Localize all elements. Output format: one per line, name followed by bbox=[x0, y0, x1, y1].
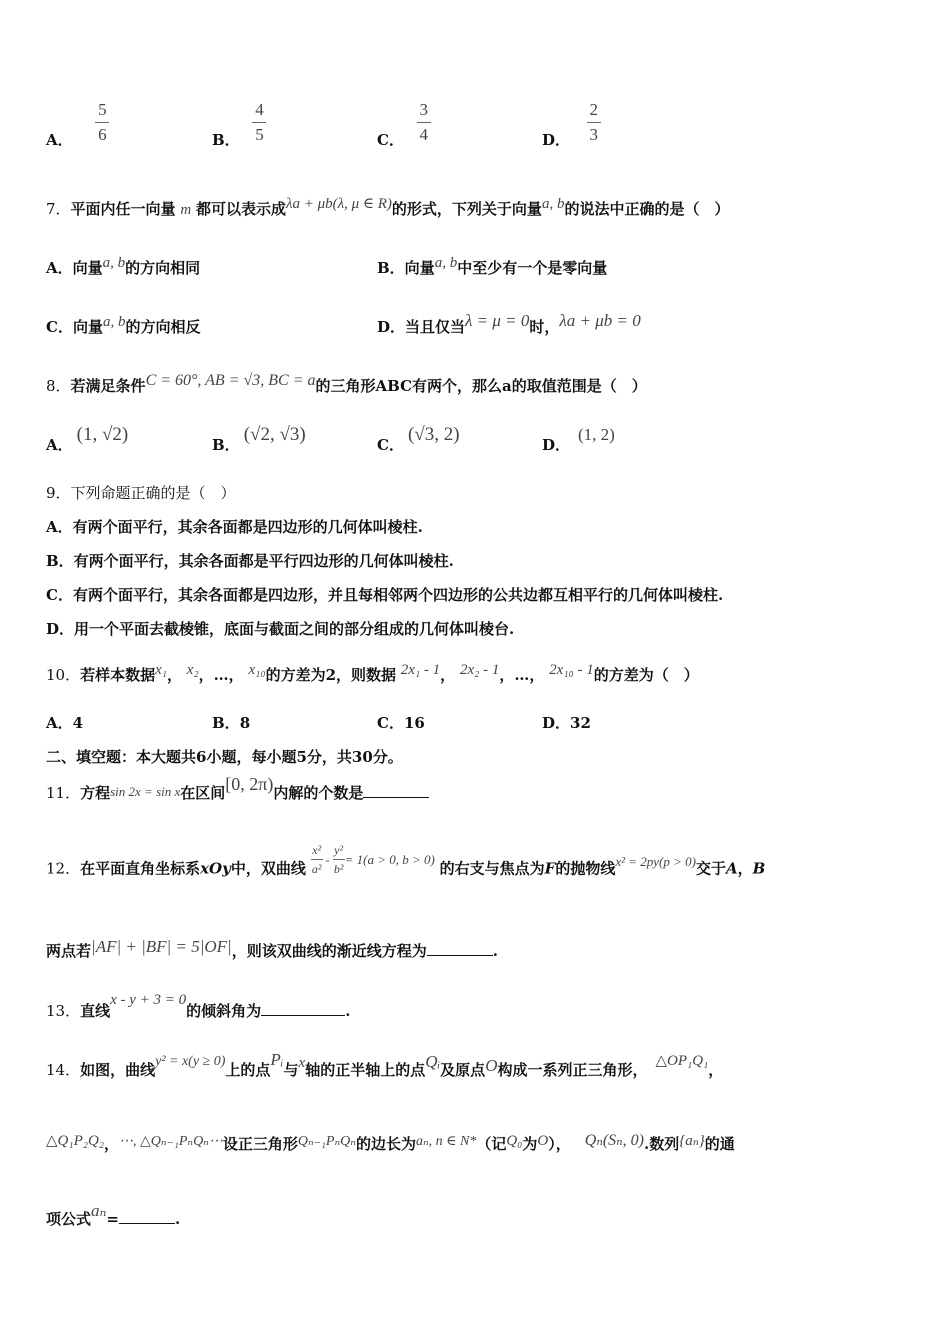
q6-option-a: A． $\frac{5}{6}$ bbox=[46, 100, 109, 145]
q10-stem: 10．若样本数据x₁， x₂，…， x₁₀的方差为2，则数据 2x₁ - 1， 2x₂ - 1，…， 2x₁₀ - 1的方差为（ ） bbox=[46, 662, 699, 684]
q10-option-d: D．32 bbox=[542, 714, 591, 732]
q12-line1: 12．在平面直角坐标系xOy中，双曲线 $\frac{\text{x²}}{\text{a²}} ^- \frac{\text{y²}}{\text{b²}}= 1(a > 0$, b > 0) 的右支与焦点为F的抛物线x² = 2py(p > 0)交于A，B bbox=[46, 843, 766, 878]
q9-option-d: D．用一个平面去截棱锥，底面与截面之间的部分组成的几何体叫棱台. bbox=[46, 620, 515, 638]
q7-option-b: B．向量a, b中至少有一个是零向量 bbox=[377, 255, 608, 277]
q7-option-c: C．向量a, b的方向相反 bbox=[46, 314, 201, 336]
q6-option-b: B． $\frac{4}{5}$ bbox=[212, 100, 266, 145]
section-2-heading: 二、填空题：本大题共6小题，每小题5分，共30分。 bbox=[46, 748, 403, 766]
q8-option-c: C． (√3, 2) bbox=[377, 424, 460, 454]
q7-option-d: D．当且仅当λ = μ = 0时，λa + μb = 0 bbox=[377, 311, 641, 336]
q14-line2: △Q₁P₂Q₂，⋯, △Qₙ₋₁PₙQₙ⋯设正三角形Qₙ₋₁PₙQₙ的边长为aₙ, n ∈ N*（记Q₀为O）， Qₙ(Sₙ, 0).数列{aₙ}的通 bbox=[46, 1132, 735, 1153]
q10-option-b: B．8 bbox=[212, 714, 251, 732]
q8-option-b: B． (√2, √3) bbox=[212, 424, 306, 454]
q7-option-a: A．向量a, b的方向相同 bbox=[46, 255, 201, 277]
q13-stem: 13．直线x - y + 3 = 0的倾斜角为 . bbox=[46, 992, 351, 1020]
q12-answer-blank[interactable] bbox=[427, 941, 493, 956]
q7-stem: 7．平面内任一向量 m 都可以表示成λa + μb(λ, μ ∈ R)的形式，下列关于向量a, b的说法中正确的是（ ） bbox=[46, 196, 730, 218]
q9-option-b: B．有两个面平行，其余各面都是平行四边形的几何体叫棱柱. bbox=[46, 552, 454, 570]
q14-line3: 项公式aₙ= . bbox=[46, 1201, 181, 1228]
q14-answer-blank[interactable] bbox=[119, 1209, 175, 1224]
q11-stem: 11．方程sin 2x = sin x在区间[0, 2π)内解的个数是 bbox=[46, 782, 429, 803]
q9-option-c: C．有两个面平行，其余各面都是四边形，并且每相邻两个四边形的公共边都互相平行的几何体叫棱柱. bbox=[46, 586, 724, 604]
q13-answer-blank[interactable] bbox=[261, 1001, 345, 1016]
q8-option-d: D．(1, 2) bbox=[542, 425, 615, 454]
q10-option-a: A．4 bbox=[46, 714, 84, 732]
q11-answer-blank[interactable] bbox=[363, 783, 429, 798]
q9-stem: 9．下列命题正确的是（ ） bbox=[46, 484, 236, 502]
q9-option-a: A．有两个面平行，其余各面都是四边形的几何体叫棱柱. bbox=[46, 518, 423, 536]
q8-stem: 8．若满足条件C = 60°, AB = √3, BC = a的三角形ABC有两个，那么a的取值范围是（ ） bbox=[46, 372, 647, 395]
q12-line2: 两点若|AF| + |BF| = 5|OF|，则该双曲线的渐近线方程为 . bbox=[46, 937, 498, 960]
q8-option-a: A． (1, √2) bbox=[46, 424, 129, 454]
q6-option-d: D． $\frac{2}{3}$ bbox=[542, 100, 601, 145]
q6-option-c: C． $\frac{3}{4}$ bbox=[377, 100, 431, 145]
q14-line1: 14．如图，曲线y² = x(y ≥ 0)上的点Pᵢ与x轴的正半轴上的点Qᵢ及原点O构成一系列正三角形， △OP₁Q₁， bbox=[46, 1050, 724, 1079]
q10-option-c: C．16 bbox=[377, 714, 425, 732]
